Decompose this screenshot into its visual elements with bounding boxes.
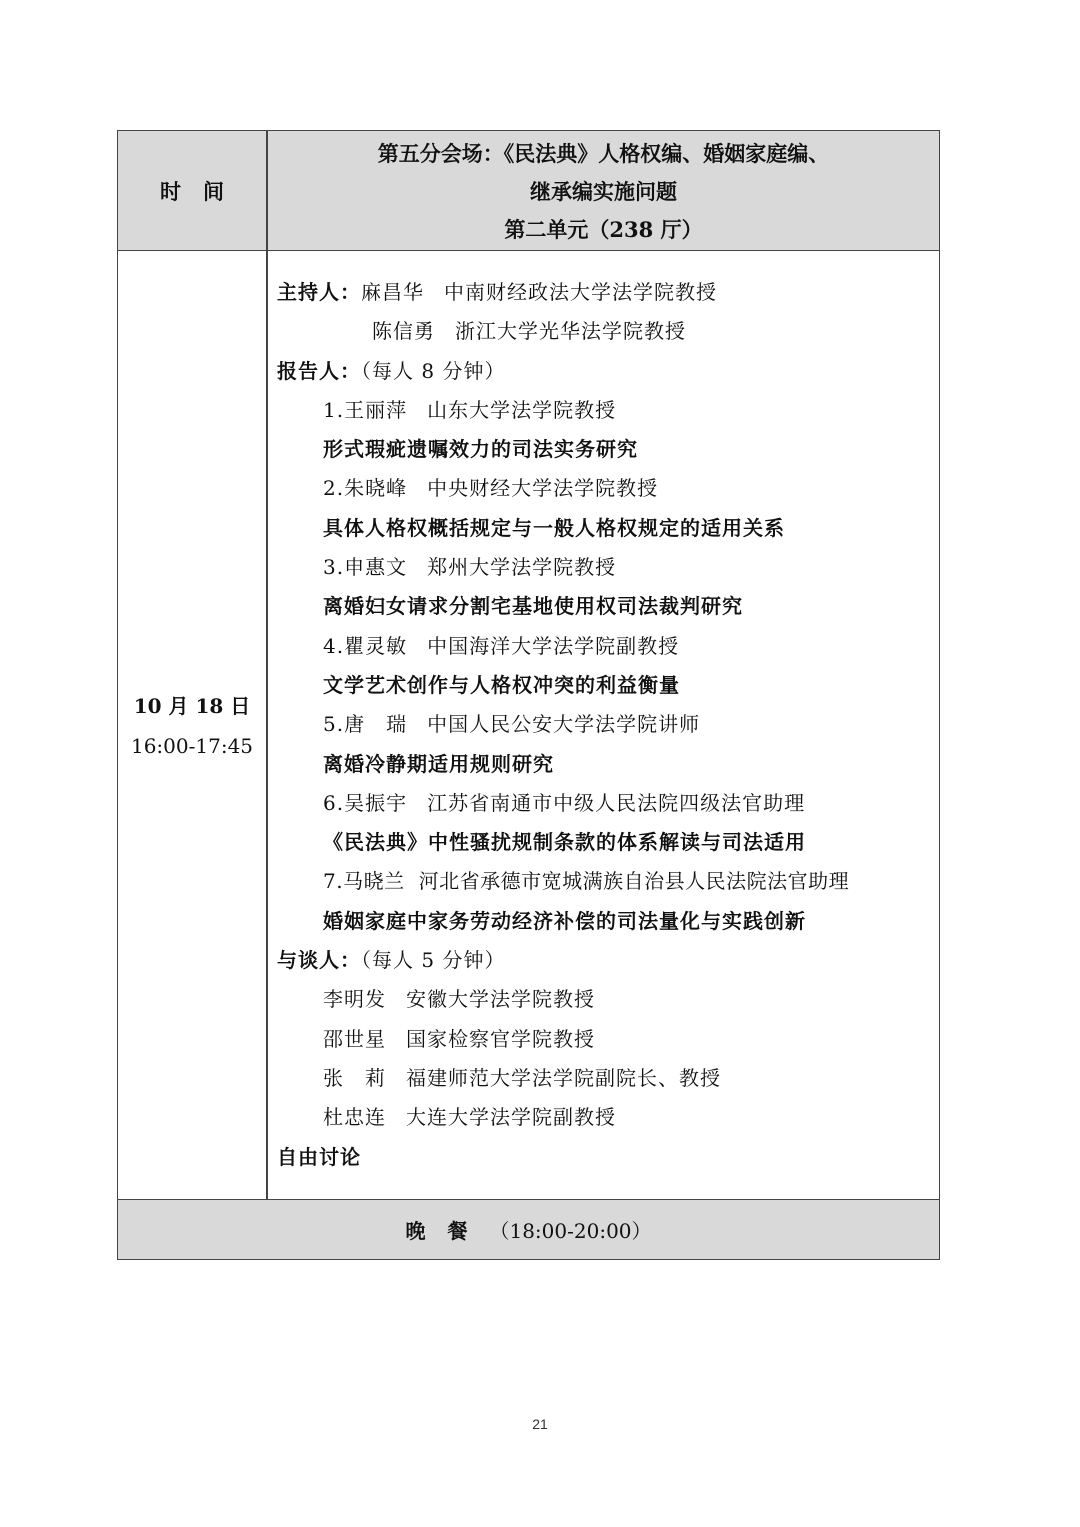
discussant-line (277, 980, 933, 1019)
reporter-affiliation: 中国海洋大学法学院副教授 (427, 633, 680, 658)
title-line-1: 第五分会场：《民法典》人格权编、婚姻家庭编、 (377, 141, 830, 166)
discussant-line (277, 1059, 933, 1098)
title-line-3: 第二单元（238 厅） (504, 217, 703, 242)
free-discussion: 自由讨论 (277, 1144, 361, 1169)
host-line (277, 312, 933, 351)
session-time-cell (118, 251, 266, 1201)
discussants-note: （每人 5 分钟） (361, 948, 506, 973)
discussant-line (277, 1020, 933, 1059)
session-title (268, 135, 939, 249)
reporter-affiliation: 中央财经大学法学院教授 (427, 476, 659, 501)
report-topic: 离婚冷静期适用规则研究 (323, 751, 554, 776)
reporter-name: 2.朱晓峰 (323, 476, 408, 501)
reporter-name: 5.唐 瑞 (323, 712, 408, 737)
reporter-line (277, 391, 933, 430)
host-name: 麻昌华 (361, 280, 424, 304)
reporter-line (277, 705, 933, 744)
session-time: 16:00-17:45 (130, 734, 254, 758)
time-column-header: 时间 (160, 179, 246, 204)
discussants-heading (277, 941, 933, 980)
page-number: 21 (532, 1416, 548, 1432)
discussant-name: 张 莉 (323, 1065, 386, 1090)
discussant-name: 李明发 (323, 987, 386, 1012)
host-affiliation: 浙江大学光华法学院教授 (455, 319, 686, 344)
reporter-affiliation: 中国人民公安大学法学院讲师 (427, 712, 701, 737)
title-line-2: 继承编实施问题 (530, 179, 677, 204)
hosts-label: 主持人： (277, 280, 361, 304)
discussant-affiliation: 国家检察官学院教授 (406, 1026, 595, 1051)
host-name: 陈信勇 (372, 319, 435, 344)
discussants-label: 与谈人： (277, 948, 361, 973)
discussant-affiliation: 福建师范大学法学院副院长、教授 (406, 1065, 721, 1090)
discussant-line (277, 1098, 933, 1137)
discussant-affiliation: 大连大学法学院副教授 (406, 1105, 616, 1130)
reporter-name: 4.瞿灵敏 (323, 633, 408, 658)
reporters-note: （每人 8 分钟） (361, 358, 506, 383)
report-topic: 《民法典》中性骚扰规制条款的体系解读与司法适用 (323, 830, 806, 855)
dinner-time: （18:00-20:00） (489, 1219, 652, 1243)
discussant-name: 邵世星 (323, 1026, 386, 1051)
reporter-affiliation: 江苏省南通市中级人民法院四级法官助理 (427, 790, 806, 815)
session-date: 10 月 18 日 (133, 694, 251, 718)
schedule-table (117, 130, 940, 1260)
discussant-name: 杜忠连 (323, 1105, 386, 1130)
reporters-label: 报告人： (277, 358, 361, 383)
report-topic: 文学艺术创作与人格权冲突的利益衡量 (323, 672, 680, 697)
discussant-affiliation: 安徽大学法学院教授 (406, 987, 595, 1012)
reporter-name: 7.马晓兰 (323, 869, 405, 894)
report-topic: 离婚妇女请求分割宅基地使用权司法裁判研究 (323, 594, 743, 619)
reporter-line (277, 469, 933, 508)
reporter-line (277, 627, 933, 666)
report-topic: 婚姻家庭中家务劳动经济补偿的司法量化与实践创新 (323, 908, 806, 933)
host-affiliation: 中南财经政法大学法学院教授 (444, 280, 717, 304)
column-divider (266, 131, 268, 1201)
reporter-affiliation: 河北省承德市宽城满族自治县人民法院法官助理 (418, 869, 850, 894)
dinner-row (118, 1199, 939, 1259)
dinner-label: 晚餐 (405, 1219, 490, 1243)
reporter-line (277, 862, 933, 901)
session-content (277, 273, 933, 1177)
report-topic: 形式瑕疵遗嘱效力的司法实务研究 (323, 437, 638, 462)
host-line (277, 273, 933, 312)
reporter-name: 3.申惠文 (323, 555, 408, 580)
table-header (118, 131, 939, 251)
reporter-name: 6.吴振宇 (323, 790, 408, 815)
reporter-name: 1.王丽萍 (323, 397, 408, 422)
reporters-heading (277, 352, 933, 391)
report-topic: 具体人格权概括规定与一般人格权规定的适用关系 (323, 515, 785, 540)
reporter-affiliation: 山东大学法学院教授 (427, 397, 617, 422)
reporter-line (277, 784, 933, 823)
reporter-affiliation: 郑州大学法学院教授 (427, 555, 617, 580)
reporter-line (277, 548, 933, 587)
